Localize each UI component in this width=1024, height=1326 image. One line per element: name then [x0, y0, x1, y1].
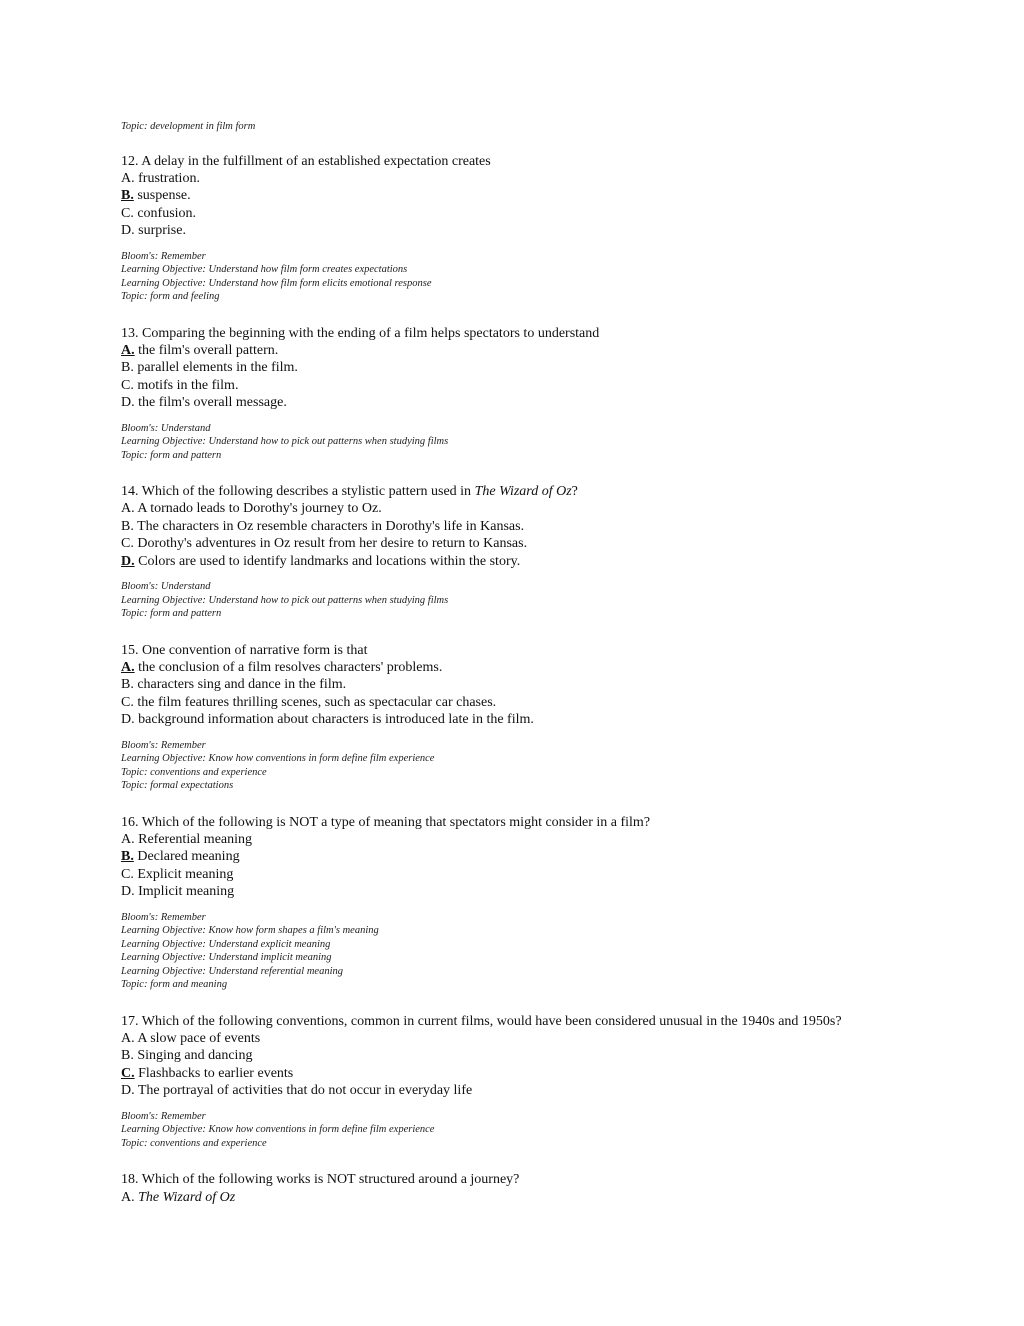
metadata-line: Topic: formal expectations: [121, 780, 234, 792]
option-text: surprise.: [138, 223, 186, 239]
question-metadata: [121, 580, 981, 621]
option-letter: B.: [121, 677, 134, 693]
metadata-line: Learning Objective: Understand referential meaning: [121, 965, 344, 977]
option-letter: D.: [121, 712, 135, 728]
option-text: the film's overall pattern.: [138, 342, 279, 358]
option-text: The Wizard of Oz: [138, 1189, 236, 1205]
answer-option: [121, 694, 981, 711]
answer-option: [121, 500, 981, 517]
stem-text: 15. One convention of narrative form is that: [121, 642, 368, 658]
stem-text: ?: [571, 484, 578, 500]
metadata-line: Topic: form and pattern: [121, 449, 222, 461]
answer-option: [121, 342, 981, 359]
option-letter: C.: [121, 205, 134, 221]
question-block: [121, 1171, 981, 1206]
option-text: the film features thrilling scenes, such as spectacular car chases.: [137, 694, 497, 710]
answer-option: [121, 205, 981, 222]
question-metadata: [121, 422, 981, 463]
option-letter: D.: [121, 223, 135, 239]
correct-answer-letter: B.: [121, 849, 134, 865]
option-text: The characters in Oz resemble characters in Dorothy's life in Kansas.: [137, 518, 525, 534]
answer-option: [121, 676, 981, 693]
option-text: Singing and dancing: [137, 1048, 253, 1064]
answer-option: [121, 535, 981, 552]
question-metadata: [121, 739, 981, 793]
metadata-line: Learning Objective: Understand how to pick out patterns when studying films: [121, 594, 449, 606]
answer-option: [121, 1082, 981, 1099]
question-block: [121, 814, 981, 992]
topic-line: Topic: development in film form: [121, 121, 256, 132]
metadata-line: Learning Objective: Know how conventions in form define film experience: [121, 753, 435, 765]
option-text: frustration.: [138, 170, 200, 186]
metadata-line: Bloom's: Understand: [121, 581, 211, 593]
option-letter: C.: [121, 694, 134, 710]
answer-option: [121, 377, 981, 394]
question-stem: [121, 325, 981, 342]
metadata-line: Bloom's: Remember: [121, 911, 206, 923]
option-text: Referential meaning: [138, 832, 253, 848]
option-text: motifs in the film.: [137, 377, 239, 393]
answer-option: [121, 222, 981, 239]
stem-text: 16. Which of the following is NOT a type of meaning that spectators might consider in a film?: [121, 814, 651, 830]
metadata-line: Topic: form and pattern: [121, 608, 222, 620]
document-content: [121, 120, 981, 1216]
option-text: Colors are used to identify landmarks and locations within the story.: [138, 553, 521, 569]
option-letter: A.: [121, 832, 135, 848]
option-letter: B.: [121, 518, 134, 534]
metadata-line: Topic: form and meaning: [121, 979, 228, 991]
answer-option: [121, 711, 981, 728]
option-text: A slow pace of events: [137, 1031, 261, 1047]
option-text: background information about characters is introduced late in the film.: [138, 712, 534, 728]
metadata-line: Bloom's: Remember: [121, 1110, 206, 1122]
question-block: [121, 642, 981, 793]
stem-text: 13. Comparing the beginning with the ending of a film helps spectators to understand: [121, 325, 600, 341]
answer-option: [121, 1065, 981, 1082]
question-stem: [121, 1171, 981, 1188]
answer-option: [121, 883, 981, 900]
option-text: Declared meaning: [137, 849, 240, 865]
metadata-line: Learning Objective: Understand explicit meaning: [121, 938, 331, 950]
metadata-line: Learning Objective: Understand how to pick out patterns when studying films: [121, 436, 449, 448]
stem-text: 17. Which of the following conventions, common in current films, would have been considered unusual in the 1940s and 1950s?: [121, 1013, 842, 1029]
option-text: Explicit meaning: [137, 866, 234, 882]
question-stem: [121, 814, 981, 831]
answer-option: [121, 187, 981, 204]
option-text: characters sing and dance in the film.: [137, 677, 347, 693]
option-text: suspense.: [137, 188, 191, 204]
option-letter: B.: [121, 360, 134, 376]
option-text: The portrayal of activities that do not occur in everyday life: [137, 1083, 473, 1099]
option-letter: D.: [121, 1083, 135, 1099]
metadata-line: Bloom's: Remember: [121, 739, 206, 751]
question-metadata: [121, 911, 981, 992]
option-letter: A.: [121, 1031, 135, 1047]
answer-option: [121, 518, 981, 535]
option-letter: A.: [121, 170, 135, 186]
option-letter: A.: [121, 501, 135, 517]
metadata-line: Bloom's: Understand: [121, 422, 211, 434]
question-list: [121, 153, 981, 1207]
correct-answer-letter: B.: [121, 188, 134, 204]
option-text: Dorothy's adventures in Oz result from her desire to return to Kansas.: [137, 536, 528, 552]
question-stem: [121, 642, 981, 659]
question-block: [121, 325, 981, 463]
question-stem: [121, 1013, 981, 1030]
option-letter: A.: [121, 1189, 135, 1205]
film-title: The Wizard of Oz: [474, 484, 572, 500]
option-text: Flashbacks to earlier events: [138, 1065, 294, 1081]
option-text: the film's overall message.: [138, 395, 287, 411]
metadata-line: Topic: conventions and experience: [121, 766, 267, 778]
answer-option: [121, 659, 981, 676]
option-text: parallel elements in the film.: [137, 360, 298, 376]
answer-option: [121, 1189, 981, 1206]
stem-text: 14. Which of the following describes a stylistic pattern used in: [121, 484, 475, 500]
answer-option: [121, 170, 981, 187]
metadata-line: Bloom's: Remember: [121, 250, 206, 262]
stem-text: 12. A delay in the fulfillment of an established expectation creates: [121, 153, 491, 169]
question-metadata: [121, 250, 981, 304]
metadata-line: Topic: conventions and experience: [121, 1137, 267, 1149]
question-stem: [121, 483, 981, 500]
metadata-line: Learning Objective: Understand how film form creates expectations: [121, 264, 408, 276]
option-letter: D.: [121, 884, 135, 900]
option-letter: B.: [121, 1048, 134, 1064]
answer-option: [121, 1030, 981, 1047]
answer-option: [121, 553, 981, 570]
answer-option: [121, 359, 981, 376]
correct-answer-letter: D.: [121, 553, 135, 569]
metadata-line: Learning Objective: Understand implicit meaning: [121, 952, 332, 964]
correct-answer-letter: C.: [121, 1065, 135, 1081]
stem-text: 18. Which of the following works is NOT structured around a journey?: [121, 1172, 520, 1188]
question-block: [121, 153, 981, 304]
question-stem: [121, 153, 981, 170]
option-text: Implicit meaning: [138, 884, 235, 900]
metadata-line: Learning Objective: Know how conventions in form define film experience: [121, 1124, 435, 1136]
option-letter: C.: [121, 377, 134, 393]
option-text: the conclusion of a film resolves characters' problems.: [138, 660, 443, 675]
option-letter: D.: [121, 395, 135, 411]
question-block: [121, 1013, 981, 1151]
option-letter: C.: [121, 536, 134, 552]
correct-answer-letter: A.: [121, 342, 135, 358]
answer-option: [121, 848, 981, 865]
question-block: [121, 483, 981, 621]
answer-option: [121, 866, 981, 883]
answer-option: [121, 831, 981, 848]
metadata-line: Learning Objective: Know how form shapes a film's meaning: [121, 925, 379, 937]
correct-answer-letter: A.: [121, 660, 135, 675]
option-text: A tornado leads to Dorothy's journey to Oz.: [137, 501, 382, 517]
option-letter: C.: [121, 866, 134, 882]
metadata-line: Learning Objective: Understand how film form elicits emotional response: [121, 277, 432, 289]
option-text: confusion.: [137, 205, 197, 221]
answer-option: [121, 1047, 981, 1064]
metadata-line: Topic: form and feeling: [121, 291, 220, 303]
answer-option: [121, 394, 981, 411]
question-metadata: [121, 1110, 981, 1151]
